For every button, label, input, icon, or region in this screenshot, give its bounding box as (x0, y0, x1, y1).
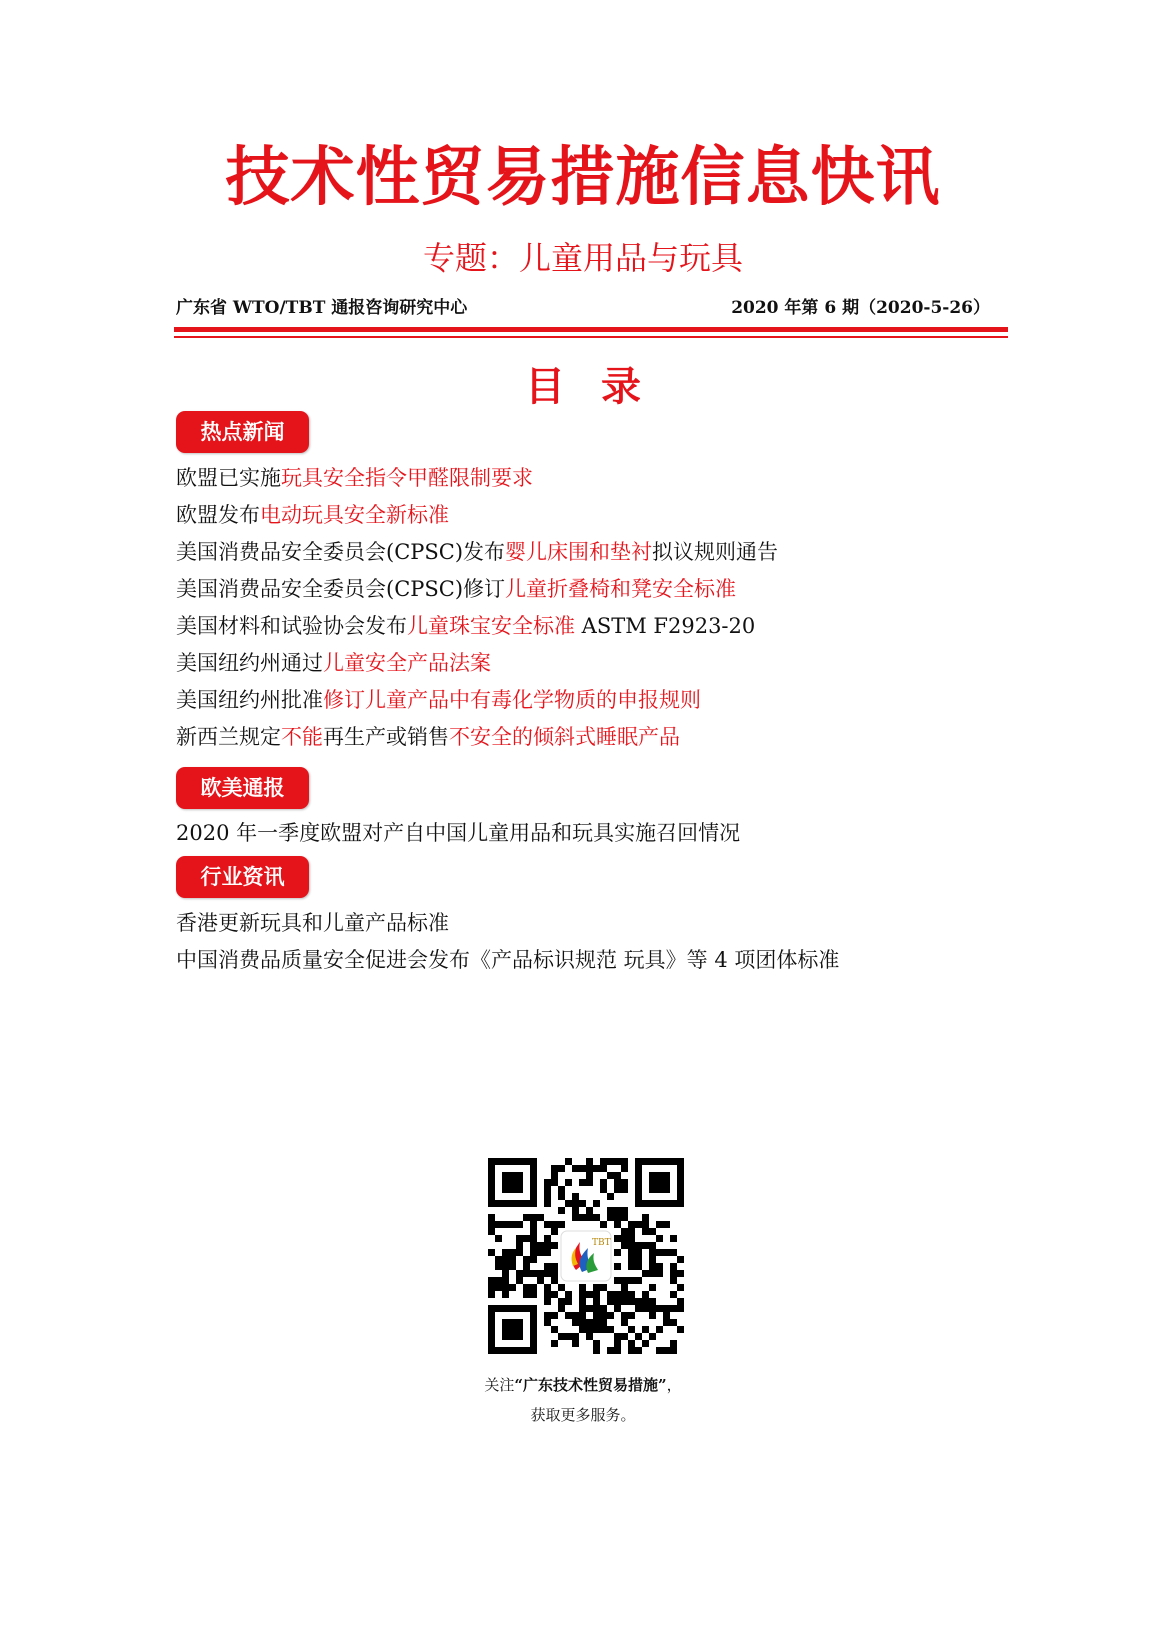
qr-module (649, 1249, 656, 1256)
qr-module (621, 1207, 628, 1214)
qr-module (509, 1284, 516, 1291)
qr-module (579, 1291, 586, 1298)
header-rule-thick (174, 327, 1008, 332)
qr-module (614, 1172, 621, 1179)
qr-module (488, 1291, 495, 1298)
qr-module (600, 1326, 607, 1333)
qr-module (593, 1312, 600, 1319)
qr-module (656, 1263, 663, 1270)
qr-module (656, 1221, 663, 1228)
qr-module (642, 1326, 649, 1333)
qr-code (488, 1158, 684, 1354)
qr-module (677, 1305, 684, 1312)
qr-module (579, 1179, 586, 1186)
toc-item[interactable]: 中国消费品质量安全促进会发布《产品标识规范 玩具》等 4 项团体标准 (176, 948, 840, 972)
qr-module (586, 1305, 593, 1312)
qr-module (530, 1214, 537, 1221)
qr-module (621, 1298, 628, 1305)
qr-module (614, 1305, 621, 1312)
qr-module (621, 1291, 628, 1298)
qr-module (523, 1256, 530, 1263)
qr-module (579, 1312, 586, 1319)
qr-module (544, 1319, 551, 1326)
qr-module (600, 1319, 607, 1326)
toc-item[interactable]: 美国材料和试验协会发布儿童珠宝安全标准 ASTM F2923-20 (176, 614, 756, 638)
qr-module (656, 1305, 663, 1312)
qr-module (523, 1263, 530, 1270)
qr-module (502, 1270, 509, 1277)
qr-module (614, 1298, 621, 1305)
qr-module (628, 1235, 635, 1242)
qr-module (586, 1326, 593, 1333)
qr-module (551, 1165, 558, 1172)
qr-module (614, 1291, 621, 1298)
qr-module (600, 1158, 607, 1165)
qr-module (635, 1277, 642, 1284)
qr-module (544, 1312, 551, 1319)
qr-module (593, 1347, 600, 1354)
qr-module (516, 1221, 523, 1228)
qr-module (642, 1270, 649, 1277)
qr-module (579, 1284, 586, 1291)
qr-module (670, 1270, 677, 1277)
qr-module (530, 1221, 537, 1228)
qr-module (586, 1214, 593, 1221)
qr-module (558, 1193, 565, 1200)
toc-item[interactable]: 香港更新玩具和儿童产品标准 (176, 911, 449, 935)
qr-module (607, 1158, 614, 1165)
qr-module (628, 1326, 635, 1333)
qr-module (544, 1291, 551, 1298)
qr-module (670, 1305, 677, 1312)
qr-module (523, 1291, 530, 1298)
qr-module (607, 1214, 614, 1221)
qr-module (642, 1298, 649, 1305)
qr-module (614, 1235, 621, 1242)
qr-module (565, 1158, 572, 1165)
qr-module (544, 1263, 551, 1270)
qr-module (572, 1214, 579, 1221)
qr-module (649, 1228, 656, 1235)
qr-module (544, 1249, 551, 1256)
qr-module (593, 1305, 600, 1312)
qr-module (523, 1235, 530, 1242)
qr-module (628, 1291, 635, 1298)
qr-module (670, 1249, 677, 1256)
qr-module (565, 1333, 572, 1340)
qr-module (509, 1256, 516, 1263)
qr-module (621, 1277, 628, 1284)
qr-module (677, 1326, 684, 1333)
qr-module (551, 1242, 558, 1249)
qr-module (516, 1277, 523, 1284)
qr-module (628, 1228, 635, 1235)
qr-module (502, 1291, 509, 1298)
qr-module (544, 1186, 551, 1193)
qr-module (516, 1249, 523, 1256)
toc-item[interactable]: 新西兰规定不能再生产或销售不安全的倾斜式睡眠产品 (176, 725, 680, 749)
qr-module (586, 1179, 593, 1186)
qr-module (649, 1242, 656, 1249)
qr-module (523, 1284, 530, 1291)
qr-module (614, 1186, 621, 1193)
qr-module (544, 1235, 551, 1242)
qr-module (551, 1263, 558, 1270)
qr-module (558, 1186, 565, 1193)
qr-module (649, 1305, 656, 1312)
qr-caption-line2: 获取更多服务。 (530, 1406, 636, 1424)
qr-module (621, 1214, 628, 1221)
qr-module (649, 1298, 656, 1305)
qr-module (642, 1214, 649, 1221)
qr-module (607, 1312, 614, 1319)
qr-module (621, 1179, 628, 1186)
qr-module (579, 1298, 586, 1305)
qr-module (670, 1347, 677, 1354)
qr-module (586, 1207, 593, 1214)
qr-module (544, 1221, 551, 1228)
qr-module (593, 1319, 600, 1326)
qr-module (677, 1270, 684, 1277)
qr-module (572, 1333, 579, 1340)
qr-module (558, 1333, 565, 1340)
qr-module (663, 1221, 670, 1228)
qr-module (635, 1221, 642, 1228)
qr-module (544, 1270, 551, 1277)
qr-module (523, 1214, 530, 1221)
qr-module (537, 1242, 544, 1249)
qr-module (642, 1228, 649, 1235)
qr-module (530, 1249, 537, 1256)
qr-module (614, 1158, 621, 1165)
qr-module (621, 1242, 628, 1249)
toc-item[interactable]: 美国纽约州批准修订儿童产品中有毒化学物质的申报规则 (176, 688, 701, 712)
qr-module (628, 1242, 635, 1249)
qr-module (579, 1305, 586, 1312)
qr-module (502, 1263, 509, 1270)
qr-module (551, 1291, 558, 1298)
qr-module (642, 1305, 649, 1312)
qr-module (677, 1284, 684, 1291)
qr-module (635, 1256, 642, 1263)
qr-module (621, 1284, 628, 1291)
qr-module (488, 1221, 495, 1228)
qr-module (635, 1298, 642, 1305)
qr-module (649, 1256, 656, 1263)
issuer: 广东省 WTO/TBT 通报咨询研究中心 (176, 298, 468, 318)
qr-module (530, 1256, 537, 1263)
qr-module (670, 1263, 677, 1270)
qr-module (579, 1165, 586, 1172)
toc-item[interactable]: 美国纽约州通过儿童安全产品法案 (176, 651, 491, 675)
qr-module (551, 1326, 558, 1333)
qr-module (488, 1249, 495, 1256)
qr-module (621, 1333, 628, 1340)
qr-module (537, 1214, 544, 1221)
qr-module (502, 1249, 509, 1256)
qr-module (551, 1340, 558, 1347)
qr-module (593, 1214, 600, 1221)
qr-module (586, 1333, 593, 1340)
qr-module (565, 1291, 572, 1298)
qr-module (628, 1347, 635, 1354)
qr-module (593, 1340, 600, 1347)
toc-item[interactable]: 美国消费品安全委员会(CPSC)修订儿童折叠椅和凳安全标准 (176, 577, 737, 601)
qr-module (621, 1312, 628, 1319)
qr-module (579, 1326, 586, 1333)
qr-module (614, 1333, 621, 1340)
qr-module (649, 1333, 656, 1340)
qr-module (656, 1270, 663, 1277)
qr-module (495, 1263, 502, 1270)
qr-module (642, 1291, 649, 1298)
qr-module (593, 1291, 600, 1298)
qr-module (551, 1312, 558, 1319)
qr-module (586, 1291, 593, 1298)
qr-module (579, 1319, 586, 1326)
qr-module (495, 1284, 502, 1291)
qr-module (607, 1193, 614, 1200)
qr-module (635, 1305, 642, 1312)
qr-module (530, 1270, 537, 1277)
header-rule-thin (174, 336, 1008, 338)
qr-module (635, 1242, 642, 1249)
qr-module (614, 1347, 621, 1354)
qr-module (670, 1319, 677, 1326)
qr-module (621, 1186, 628, 1193)
qr-module (544, 1284, 551, 1291)
qr-module (586, 1319, 593, 1326)
toc-title: 目录 (525, 364, 677, 410)
qr-module (621, 1228, 628, 1235)
section-badge-eu-us-notifications: 欧美通报 (176, 767, 309, 809)
qr-module (628, 1263, 635, 1270)
qr-module (558, 1298, 565, 1305)
qr-module (600, 1284, 607, 1291)
qr-module (593, 1298, 600, 1305)
qr-module (621, 1165, 628, 1172)
qr-module (621, 1319, 628, 1326)
qr-module (670, 1277, 677, 1284)
qr-module (586, 1172, 593, 1179)
qr-module (551, 1228, 558, 1235)
qr-module (530, 1291, 537, 1298)
subtitle: 专题：儿童用品与玩具 (422, 239, 743, 277)
section-badge-hot-news: 热点新闻 (176, 411, 309, 453)
qr-module (628, 1312, 635, 1319)
qr-module (663, 1347, 670, 1354)
qr-module (572, 1340, 579, 1347)
qr-module (551, 1277, 558, 1284)
qr-module (488, 1214, 495, 1221)
qr-module (586, 1165, 593, 1172)
qr-module (530, 1242, 537, 1249)
qr-module (558, 1284, 565, 1291)
qr-module (565, 1312, 572, 1319)
qr-module (572, 1193, 579, 1200)
qr-module (572, 1312, 579, 1319)
qr-module (495, 1221, 502, 1228)
qr-module (551, 1270, 558, 1277)
qr-module (537, 1270, 544, 1277)
qr-module (586, 1158, 593, 1165)
qr-module (544, 1242, 551, 1249)
qr-module (551, 1179, 558, 1186)
qr-module (663, 1319, 670, 1326)
qr-module (495, 1235, 502, 1242)
qr-module (628, 1340, 635, 1347)
qr-module (537, 1249, 544, 1256)
qr-module (565, 1298, 572, 1305)
qr-module (663, 1249, 670, 1256)
qr-module (558, 1165, 565, 1172)
qr-module (635, 1249, 642, 1256)
qr-module (502, 1256, 509, 1263)
qr-module (593, 1284, 600, 1291)
qr-module (593, 1326, 600, 1333)
qr-module (656, 1235, 663, 1242)
qr-module (600, 1305, 607, 1312)
qr-logo-text: TBT (592, 1238, 611, 1248)
qr-module (488, 1228, 495, 1235)
qr-module (649, 1270, 656, 1277)
qr-module (488, 1277, 495, 1284)
qr-module (558, 1207, 565, 1214)
qr-module (565, 1200, 572, 1207)
qr-module (677, 1298, 684, 1305)
qr-module (544, 1193, 551, 1200)
qr-module (565, 1179, 572, 1186)
qr-module (579, 1214, 586, 1221)
qr-module (516, 1235, 523, 1242)
qr-module (614, 1207, 621, 1214)
qr-module (670, 1235, 677, 1242)
qr-module (614, 1249, 621, 1256)
qr-module (558, 1221, 565, 1228)
qr-module (593, 1200, 600, 1207)
qr-module (600, 1179, 607, 1186)
qr-module (656, 1347, 663, 1354)
qr-module (614, 1221, 621, 1228)
qr-module (509, 1221, 516, 1228)
main-title: 技术性贸易措施信息快讯 (225, 141, 941, 215)
qr-module (663, 1312, 670, 1319)
qr-module (614, 1214, 621, 1221)
qr-module (544, 1200, 551, 1207)
qr-module (614, 1263, 621, 1270)
qr-module (607, 1172, 614, 1179)
qr-module (544, 1298, 551, 1305)
qr-module (642, 1340, 649, 1347)
qr-module (579, 1200, 586, 1207)
qr-module (649, 1284, 656, 1291)
qr-module (600, 1312, 607, 1319)
qr-module (593, 1165, 600, 1172)
qr-module (502, 1221, 509, 1228)
qr-module (607, 1207, 614, 1214)
qr-module (628, 1221, 635, 1228)
qr-module (600, 1186, 607, 1193)
qr-module (509, 1249, 516, 1256)
qr-module (628, 1298, 635, 1305)
qr-module (495, 1277, 502, 1284)
qr-module (502, 1277, 509, 1284)
qr-module (656, 1249, 663, 1256)
qr-module (523, 1270, 530, 1277)
qr-module (572, 1200, 579, 1207)
qr-module (495, 1256, 502, 1263)
qr-module (607, 1347, 614, 1354)
qr-module (635, 1347, 642, 1354)
qr-module (621, 1235, 628, 1242)
qr-module (600, 1165, 607, 1172)
qr-module (530, 1228, 537, 1235)
qr-module (607, 1326, 614, 1333)
qr-module (628, 1277, 635, 1284)
qr-module (635, 1333, 642, 1340)
qr-module (516, 1242, 523, 1249)
qr-module (628, 1256, 635, 1263)
qr-module (607, 1291, 614, 1298)
qr-module (628, 1249, 635, 1256)
qr-module (551, 1221, 558, 1228)
toc-item[interactable]: 欧盟发布电动玩具安全新标准 (176, 503, 449, 527)
qr-module (663, 1305, 670, 1312)
qr-module (614, 1277, 621, 1284)
qr-module (642, 1221, 649, 1228)
qr-module (572, 1207, 579, 1214)
qr-module (530, 1284, 537, 1291)
qr-module (677, 1256, 684, 1263)
qr-module (607, 1298, 614, 1305)
qr-module (635, 1263, 642, 1270)
qr-module (558, 1305, 565, 1312)
qr-module (614, 1179, 621, 1186)
qr-module (551, 1172, 558, 1179)
qr-module (537, 1277, 544, 1284)
qr-module (614, 1340, 621, 1347)
qr-module (649, 1263, 656, 1270)
qr-module (670, 1291, 677, 1298)
section-badge-industry-info: 行业资讯 (176, 856, 309, 898)
qr-module (670, 1340, 677, 1347)
toc-item[interactable]: 美国消费品安全委员会(CPSC)发布婴儿床围和垫衬拟议规则通告 (176, 540, 779, 564)
qr-module (544, 1179, 551, 1186)
qr-module (600, 1221, 607, 1228)
qr-module (502, 1284, 509, 1291)
qr-module (649, 1312, 656, 1319)
qr-caption-line1: 关注“广东技术性贸易措施”， (484, 1376, 682, 1394)
qr-module (516, 1270, 523, 1277)
qr-module (572, 1319, 579, 1326)
qr-module (642, 1242, 649, 1249)
qr-module (656, 1326, 663, 1333)
qr-module (572, 1165, 579, 1172)
qr-module (621, 1158, 628, 1165)
qr-module (509, 1263, 516, 1270)
toc-item[interactable]: 欧盟已实施玩具安全指令甲醛限制要求 (176, 466, 533, 490)
qr-module (488, 1284, 495, 1291)
issue-date: 2020 年第 6 期（2020-5-26） (731, 298, 990, 318)
qr-module (530, 1235, 537, 1242)
toc-item[interactable]: 2020 年一季度欧盟对产自中国儿童用品和玩具实施召回情况 (176, 821, 741, 845)
